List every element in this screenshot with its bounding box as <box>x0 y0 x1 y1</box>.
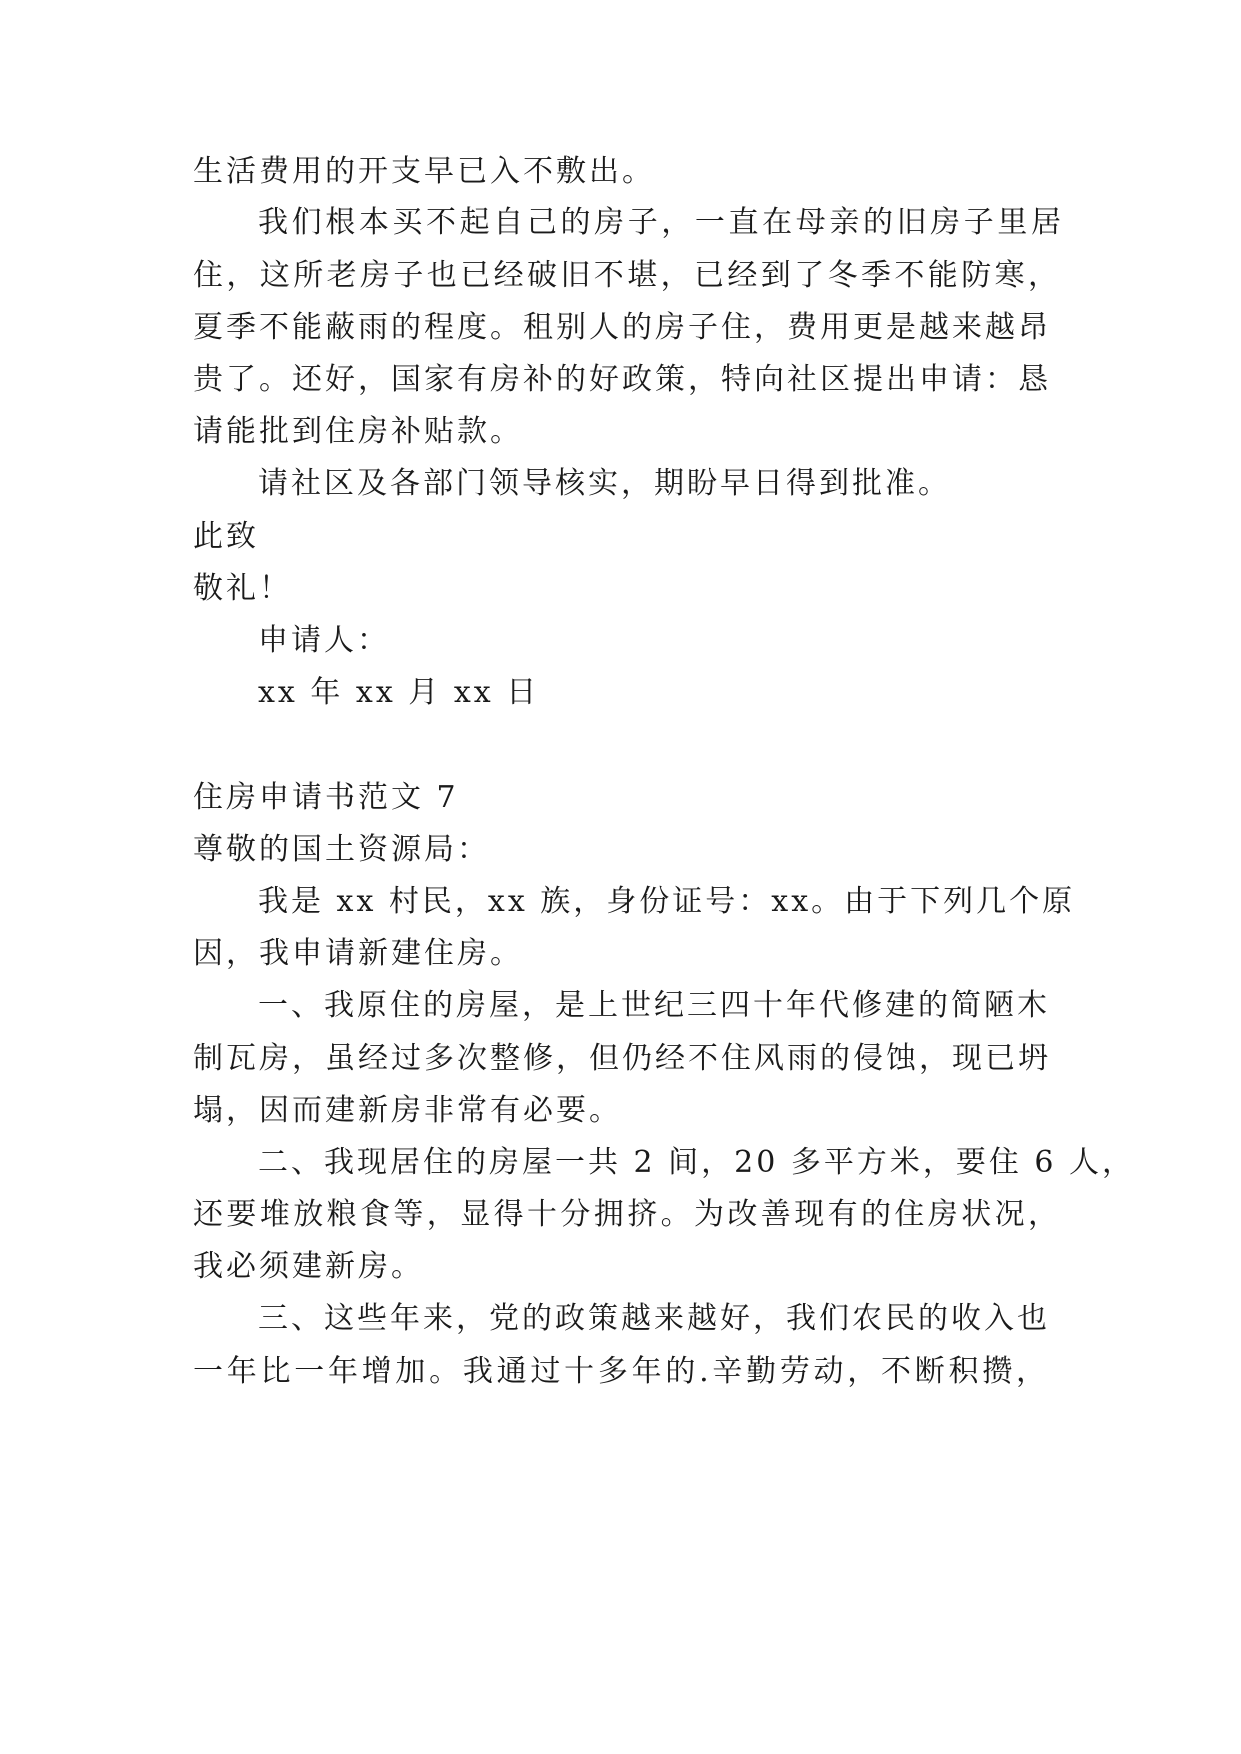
text-line-5: 贵了。还好，国家有房补的好政策，特向社区提出申请：恳 <box>193 362 1051 397</box>
text-line-4: 夏季不能蔽雨的程度。租别人的房子住，费用更是越来越昂 <box>193 310 1051 345</box>
text-line-3: 住，这所老房子也已经破旧不堪，已经到了冬季不能防寒， <box>193 258 1061 293</box>
closing-salutation: 此致 <box>193 519 259 554</box>
closing-regards: 敬礼！ <box>193 571 292 606</box>
section-title: 住房申请书范文 7 <box>193 780 459 815</box>
text-line-16: 一、我原住的房屋，是上世纪三四十年代修建的简陋木 <box>258 988 1050 1023</box>
text-line-22: 三、这些年来，党的政策越来越好，我们农民的收入也 <box>258 1301 1050 1336</box>
text-line-15: 因，我申请新建住房。 <box>193 936 523 971</box>
text-line-21: 我必须建新房。 <box>193 1249 424 1284</box>
text-line-19: 二、我现居住的房屋一共 2 间，20 多平方米，要住 6 人， <box>258 1145 1136 1180</box>
text-line-23: 一年比一年增加。我通过十多年的.辛勤劳动，不断积攒， <box>193 1354 1049 1389</box>
text-line-7: 请社区及各部门领导核实，期盼早日得到批准。 <box>258 466 951 501</box>
text-line-6: 请能批到住房补贴款。 <box>193 414 523 449</box>
text-line-17: 制瓦房，虽经过多次整修，但仍经不住风雨的侵蚀，现已坍 <box>193 1041 1051 1076</box>
date-line: xx 年 xx 月 xx 日 <box>258 675 540 710</box>
text-line-18: 塌，因而建新房非常有必要。 <box>193 1093 622 1128</box>
text-line-20: 还要堆放粮食等，显得十分拥挤。为改善现有的住房状况， <box>193 1197 1061 1232</box>
text-line-14: 我是 xx 村民，xx 族，身份证号：xx。由于下列几个原 <box>258 884 1076 919</box>
applicant-label: 申请人： <box>258 623 390 658</box>
text-line-2: 我们根本买不起自己的房子，一直在母亲的旧房子里居 <box>258 205 1064 240</box>
recipient-salutation: 尊敬的国土资源局： <box>193 832 490 867</box>
text-line-1: 生活费用的开支早已入不敷出。 <box>193 154 655 189</box>
